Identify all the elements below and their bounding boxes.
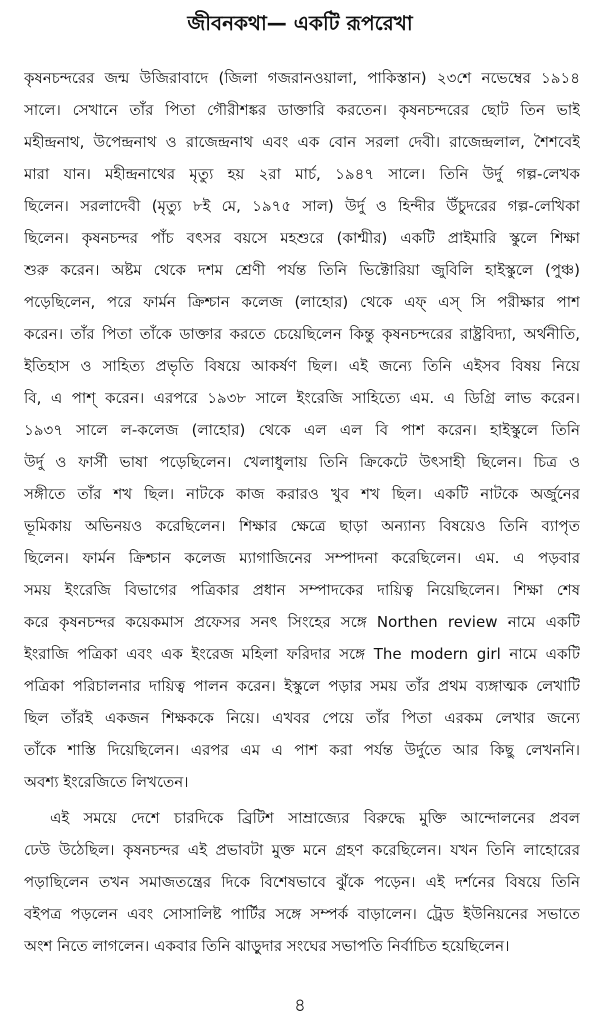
body-text (24, 62, 580, 962)
text-line: মহীন্দ্রনাথ, উপেন্দ্রনাথ ও রাজেন্দ্রনাথ এবং এক বোন সরলা দেবী। রাজেন্দ্রলাল, শৈশবেই (24, 133, 580, 151)
text-line: পত্রিকা পরিচালনার দায়িত্ব পালন করেন। ইস্কুলে পড়ার সময় তাঁর প্রথম ব্যঙ্গাত্মক লেখাটি (24, 677, 580, 695)
text-line: করেন। তাঁর পিতা তাঁকে ডাক্তার করতে চেয়েছিলেন কিন্তু কৃষনচন্দরের রাষ্ট্রবিদ্যা, অর্থনীতি, (24, 325, 580, 343)
text-line: অবশ্য ইংরেজিতে লিখতেন। (24, 773, 189, 791)
text-line: সঙ্গীতে তাঁর শখ ছিল। নাটকে কাজ করারও খুব শখ ছিল। একটি নাটকে অর্জুনের (24, 485, 580, 503)
text-line: ছিলেন। সরলাদেবী (মৃত্যু ৮ই মে, ১৯৭৫ সাল) উর্দু ও হিন্দীর উঁচুদরের গল্প-লেখিকা (24, 197, 580, 215)
text-line: ভূমিকায় অভিনয়ও করেছিলেন। শিক্ষার ক্ষেত্রে ছাড়া অন্যান্য বিষয়েও তিনি ব্যাপৃত (24, 517, 580, 535)
paragraph-2 (24, 802, 580, 962)
text-line: সময় ইংরেজি বিভাগের পত্রিকার প্রধান সম্পাদকের দায়িত্ব নিয়েছিলেন। শিক্ষা শেষ (24, 581, 580, 599)
text-line: ইংরাজি পত্রিকা এবং এক ইংরেজ মহিলা ফরিদার সঙ্গে The modern girl নামে একটি (24, 645, 580, 663)
text-line: কৃষনচন্দরের জন্ম উজিরাবাদে (জিলা গজরানওয়ালা, পাকিস্তান) ২৩শে নভেম্বের ১৯১৪ (24, 69, 580, 87)
text-line: মারা যান। মহীন্দ্রনাথের মৃত্যু হয় ২রা মার্চ, ১৯৪৭ সালে। তিনি উর্দু গল্প-লেখক (24, 165, 580, 183)
text-line: শুরু করেন। অষ্টম থেকে দশম শ্রেণী পর্যন্ত তিনি ভিক্টোরিয়া জুবিলি হাইস্কুলে (পুঞ্চ) (24, 261, 580, 279)
text-line: এই সময়ে দেশে চারদিকে ব্রিটিশ সাম্রাজ্যের বিরুদ্ধে মুক্তি আন্দোলনের প্রবল (50, 809, 580, 827)
text-line: বি, এ পাশ্ করেন। এরপরে ১৯৩৮ সালে ইংরেজি সাহিত্যে এম. এ ডিগ্রি লাভ করেন। (24, 389, 580, 407)
text-line: ১৯৩৭ সালে ল-কলেজ (লাহোর) থেকে এল এল বি পাশ করেন। হাইস্কুলে তিনি (24, 421, 580, 439)
text-line: পড়াছিলেন তখন সমাজতন্ত্রের দিকে বিশেষভাবে ঝুঁকে পড়েন। এই দর্শনের বিষয়ে তিনি (24, 873, 580, 891)
text-line: ছিল তাঁরই একজন শিক্ষককে নিয়ে। এখবর পেয়ে তাঁর পিতা এরকম লেখার জন্যে (24, 709, 580, 727)
text-line: পড়েছিলেন, পরে ফার্মন ক্রিশ্চান কলেজ (লাহোর) থেকে এফ্ এস্ সি পরীক্ষার পাশ (24, 293, 580, 311)
text-line: সালে। সেখানে তাঁর পিতা গৌরীশঙ্কর ডাক্তারি করতেন। কৃষনচন্দরের ছোট তিন ভাই (24, 101, 580, 119)
text-line: ছিলেন। কৃষনচন্দর পাঁচ বৎসর বয়সে মহশুরে (কাশ্মীর) একটি প্রাইমারি স্কুলে শিক্ষা (24, 229, 580, 247)
text-line: উর্দু ও ফার্সী ভাষা পড়েছিলেন। খেলাধুলায় তিনি ক্রিকেটে উৎসাহী ছিলেন। চিত্র ও (24, 453, 580, 471)
text-line: তাঁকে শাস্তি দিয়েছিলেন। এরপর এম এ পাশ করা পর্যন্ত উর্দুতে আর কিছু লেখননি। (24, 741, 580, 759)
text-line: অংশ নিতে লাগলেন। একবার তিনি ঝাড়ুদার সংঘের সভাপতি নির্বাচিত হয়েছিলেন। (24, 937, 510, 955)
text-line: বইপত্র পড়লেন এবং সোসালিষ্ট পার্টির সঙ্গে সম্পর্ক বাড়ালেন। ট্রেড ইউনিয়নের সভাতে (24, 905, 580, 923)
paragraph-1 (24, 62, 580, 798)
page-number: ৪ (294, 995, 306, 1016)
chapter-title: জীবনকথা— একটি রূপরেখা (187, 11, 413, 35)
text-line: ইতিহাস ও সাহিত্য প্রভৃতি বিষয়ে আকর্ষণ ছিল। এই জন্যে তিনি এইসব বিষয় নিয়ে (24, 357, 580, 375)
text-line: ছিলেন। ফার্মন ক্রিশ্চান কলেজ ম্যাগাজিনের সম্পাদনা করেছিলেন। এম. এ পড়বার (24, 549, 580, 567)
text-line: ঢেউ উঠেছিল। কৃষনচন্দর এই প্রভাবটা মুক্ত মনে গ্রহণ করেছিলেন। যখন তিনি লাহোরের (24, 841, 580, 859)
text-line: করে কৃষনচন্দর কয়েকমাস প্রফেসর সনৎ সিংহের সঙ্গে Northen review নামে একটি (24, 613, 580, 631)
